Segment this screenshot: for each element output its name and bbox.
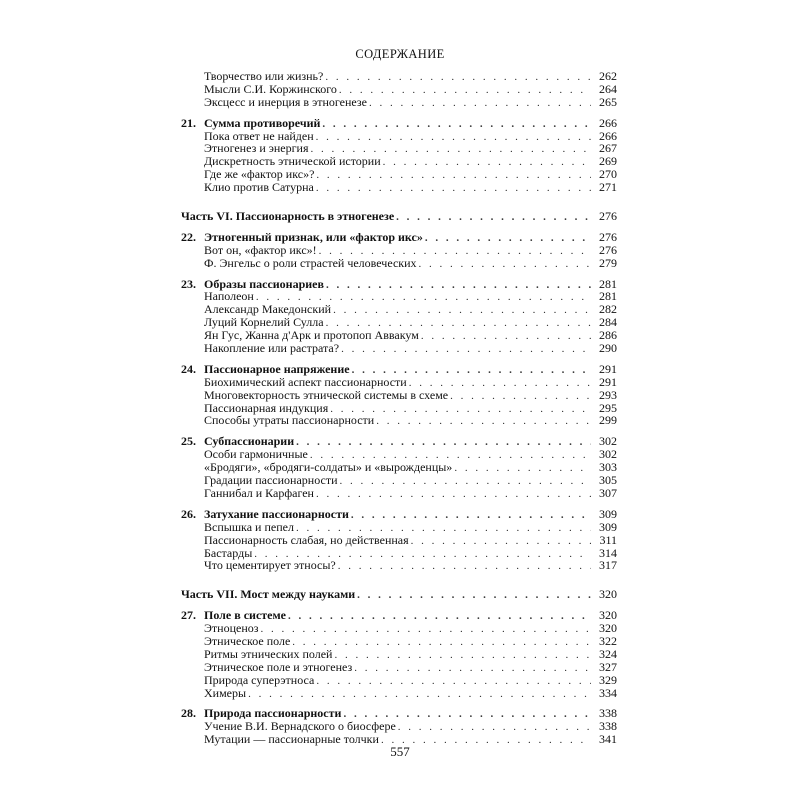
- toc-page-number: 286: [599, 328, 617, 343]
- toc-entry[interactable]: [181, 487, 617, 500]
- dot-leader: [340, 475, 592, 488]
- toc-entry-title: Накопление или растрата?: [204, 341, 340, 356]
- chapter-number: 23.: [181, 276, 196, 291]
- toc-entry-title: Сумма противоречий: [204, 115, 321, 130]
- toc-page-number: 320: [599, 587, 617, 602]
- toc-entry-label: [181, 588, 355, 601]
- table-of-contents: [181, 70, 617, 746]
- dot-leader: [411, 535, 591, 548]
- toc-entry-label: [204, 96, 367, 109]
- toc-page-number: 299: [599, 413, 617, 428]
- toc-page-number: 311: [599, 532, 617, 547]
- toc-page-number: 302: [599, 447, 617, 462]
- toc-entry-title: Поле в системе: [204, 608, 287, 623]
- toc-page-number: 302: [599, 434, 617, 449]
- toc-entry[interactable]: [181, 414, 617, 427]
- dot-leader: [425, 232, 591, 245]
- dot-leader: [316, 488, 591, 501]
- dot-leader: [316, 675, 591, 688]
- toc-entry-title: Творчество или жизнь?: [204, 69, 324, 83]
- dot-leader: [316, 131, 591, 144]
- dot-leader: [351, 509, 591, 522]
- toc-entry-title: Пассионарная индукция: [204, 400, 329, 415]
- dot-leader: [369, 97, 591, 110]
- toc-entry-title: Наполеон: [204, 289, 254, 304]
- dot-leader: [421, 330, 591, 343]
- toc-entry[interactable]: [181, 342, 617, 355]
- toc-entry-title: Бастарды: [204, 545, 253, 560]
- toc-page-number: 309: [599, 519, 617, 534]
- toc-spacer: [181, 194, 617, 210]
- dot-leader: [450, 390, 591, 403]
- dot-leader: [376, 415, 591, 428]
- toc-page-number: 320: [599, 621, 617, 636]
- dot-leader: [261, 623, 592, 636]
- toc-part-entry[interactable]: [181, 210, 617, 223]
- chapter-number: 27.: [181, 608, 196, 623]
- toc-page-number: 276: [599, 242, 617, 257]
- toc-entry-title: Мысли С.И. Коржинского: [204, 81, 337, 96]
- toc-entry-title: Учение В.И. Вернадского о биосфере: [204, 719, 396, 734]
- toc-page-number: 320: [599, 608, 617, 623]
- chapter-number: 25.: [181, 434, 196, 449]
- dot-leader: [316, 169, 591, 182]
- toc-entry-label: [204, 414, 374, 427]
- toc-entry-title: Биохимический аспект пассионарности: [204, 374, 407, 389]
- toc-entry[interactable]: [181, 674, 617, 687]
- dot-leader: [326, 279, 591, 292]
- toc-entry-title: Этническое поле и этногенез: [204, 659, 353, 674]
- dot-leader: [398, 721, 591, 734]
- toc-entry[interactable]: [181, 181, 617, 194]
- toc-page-number: 293: [599, 387, 617, 402]
- dot-leader: [288, 610, 591, 623]
- toc-page-number: 276: [599, 229, 617, 244]
- toc-entry-title: Вспышка и пепел: [204, 519, 294, 534]
- toc-entry-title: «Бродяги», «бродяги-солдаты» и «вырожденцы»: [204, 460, 453, 475]
- toc-page-number: 290: [599, 341, 617, 356]
- toc-page-number: 322: [599, 633, 617, 648]
- dot-leader: [383, 156, 591, 169]
- toc-entry[interactable]: [181, 687, 617, 700]
- toc-page-number: 266: [599, 128, 617, 143]
- dot-leader: [357, 589, 591, 602]
- toc-entry-title: Пассионарное напряжение: [204, 361, 350, 376]
- toc-page-number: 266: [599, 115, 617, 130]
- toc-entry-title: Этногенез и энергия: [204, 141, 309, 156]
- toc-entry-title: Часть VI. Пассионарность в этногенезе: [181, 209, 395, 224]
- toc-entry-title: Клио против Сатурна: [204, 180, 314, 195]
- toc-entry-title: Вот он, «фактор икс»!: [204, 242, 317, 257]
- toc-page-number: 303: [599, 460, 617, 475]
- toc-entry-title: Ганнибал и Карфаген: [204, 485, 314, 500]
- toc-entry[interactable]: [181, 559, 617, 572]
- running-title: СОДЕРЖАНИЕ: [355, 47, 445, 61]
- toc-page-number: 317: [599, 558, 617, 573]
- toc-entry-title: Особи гармоничные: [204, 447, 308, 462]
- toc-entry-title: Градации пассионарности: [204, 473, 338, 488]
- toc-page-number: 291: [599, 361, 617, 376]
- toc-entry-title: Многовекторность этнической системы в схеме: [204, 387, 449, 402]
- toc-entry-title: Мутации — пассионарные толчки: [204, 732, 379, 747]
- toc-page-number: 295: [599, 400, 617, 415]
- toc-entry[interactable]: [181, 96, 617, 109]
- toc-page-number: 276: [599, 209, 617, 224]
- toc-entry-label: [204, 687, 246, 700]
- toc-page-number: 267: [599, 141, 617, 156]
- toc-page-number: 291: [599, 374, 617, 389]
- toc-entry-title: Александр Македонский: [204, 302, 332, 317]
- toc-entry-label: [204, 181, 314, 194]
- dot-leader: [354, 662, 591, 675]
- toc-page-number: 305: [599, 473, 617, 488]
- toc-entry-title: Этническое поле: [204, 633, 291, 648]
- toc-page-number: 270: [599, 167, 617, 182]
- dot-leader: [396, 211, 591, 224]
- dot-leader: [325, 71, 591, 84]
- toc-entry[interactable]: [181, 257, 617, 270]
- toc-page-number: 279: [599, 255, 617, 270]
- toc-page-number: 314: [599, 545, 617, 560]
- toc-entry-label: [204, 487, 314, 500]
- toc-entry-title: Химеры: [204, 685, 247, 700]
- dot-leader: [454, 462, 591, 475]
- chapter-number: 22.: [181, 229, 196, 244]
- toc-page-number: 307: [599, 485, 617, 500]
- toc-entry-title: Пока ответ не найден: [204, 128, 314, 143]
- toc-entry-title: Образы пассионариев: [204, 276, 324, 291]
- toc-entry-title: Эксцесс и инерция в этногенезе: [204, 94, 367, 109]
- toc-page-number: 262: [599, 69, 617, 83]
- toc-entry-title: Где же «фактор икс»?: [204, 167, 315, 182]
- chapter-number: 26.: [181, 506, 196, 521]
- dot-leader: [316, 182, 591, 195]
- toc-entry-title: Ритмы этнических полей: [204, 646, 333, 661]
- chapter-number: 28.: [181, 706, 196, 721]
- toc-entry-label: [204, 257, 417, 270]
- toc-entry-title: Что цементирует этносы?: [204, 558, 336, 573]
- toc-entry-title: Ян Гус, Жанна д'Арк и протопоп Аввакум: [204, 328, 419, 343]
- toc-entry-title: Луций Корнелий Сулла: [204, 315, 324, 330]
- dot-leader: [341, 343, 591, 356]
- toc-page-number: 282: [599, 302, 617, 317]
- toc-part-entry[interactable]: [181, 588, 617, 601]
- toc-entry-title: Субпассионарии: [204, 434, 295, 449]
- toc-page-number: 327: [599, 659, 617, 674]
- toc-page-number: 341: [599, 732, 617, 747]
- toc-page-number: 284: [599, 315, 617, 330]
- chapter-number: 21.: [181, 115, 196, 130]
- toc-spacer: [181, 572, 617, 588]
- toc-page-number: 324: [599, 646, 617, 661]
- toc-entry-title: Часть VII. Мост между науками: [181, 587, 356, 602]
- dot-leader: [338, 560, 591, 573]
- toc-page-number: 281: [599, 276, 617, 291]
- toc-entry-title: Затухание пассионарности: [204, 506, 349, 521]
- dot-leader: [334, 649, 591, 662]
- toc-entry-title: Пассионарность слабая, но действенная: [204, 532, 409, 547]
- toc-page-number: 338: [599, 706, 617, 721]
- toc-page-number: 309: [599, 506, 617, 521]
- toc-entry-label: [204, 342, 339, 355]
- toc-entry-title: Этноценоз: [204, 621, 259, 636]
- toc-entry-title: Этногенный признак, или «фактор икс»: [204, 229, 423, 244]
- toc-page-number: 265: [599, 94, 617, 109]
- toc-page-number: 334: [599, 685, 617, 700]
- dot-leader: [322, 118, 591, 131]
- dot-leader: [248, 688, 591, 701]
- toc-entry-label: [204, 559, 336, 572]
- toc-page-number: 338: [599, 719, 617, 734]
- toc-entry-title: Дискретность этнической истории: [204, 154, 381, 169]
- toc-entry-label: [181, 210, 394, 223]
- dot-leader: [292, 636, 591, 649]
- dot-leader: [296, 436, 591, 449]
- toc-page-number: 269: [599, 154, 617, 169]
- dot-leader: [339, 84, 591, 97]
- toc-entry-title: Ф. Энгельс о роли страстей человеческих: [204, 255, 417, 270]
- toc-page-number: 281: [599, 289, 617, 304]
- page-number: 557: [390, 744, 410, 759]
- dot-leader: [419, 258, 591, 271]
- toc-page-number: 271: [599, 180, 617, 195]
- toc-entry-title: Способы утраты пассионарности: [204, 413, 375, 428]
- toc-entry-title: Природа пассионарности: [204, 706, 342, 721]
- toc-page-number: 329: [599, 672, 617, 687]
- toc-entry-title: Природа суперэтноса: [204, 672, 315, 687]
- dot-leader: [333, 304, 591, 317]
- toc-page-number: 264: [599, 81, 617, 96]
- chapter-number: 24.: [181, 361, 196, 376]
